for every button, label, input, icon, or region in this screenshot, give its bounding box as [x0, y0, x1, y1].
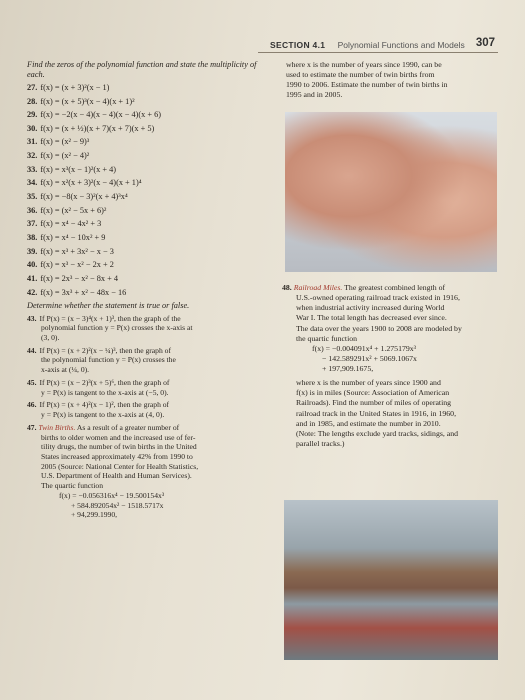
problem-item	[27, 233, 262, 243]
problem-47-cont-line: where x is the number of years since 1990, can be	[286, 60, 442, 69]
problem-47-formula: f(x) = −0.056316x⁴ − 19.500154x³	[59, 490, 165, 500]
problem-number: 34.	[27, 178, 38, 188]
problem-48-line: railroad track in the United States in 1916, in 1960,	[296, 408, 457, 418]
problem-item	[27, 219, 262, 229]
problem-48-line: War I. The total length has decreased ever since.	[296, 313, 447, 323]
problem-48-line: parallel tracks.)	[296, 438, 345, 448]
problem-48-line: Railroads). Find the number of miles of operating	[296, 398, 452, 408]
problem-47-cont-line: 1995 and in 2005.	[286, 90, 343, 100]
tf-line	[27, 400, 262, 410]
problem-48-line: f(x) is in miles (Source: Association of American	[296, 388, 450, 398]
problem-48-formula: + 197,909.1675,	[322, 364, 374, 373]
problem-expression: f(x) = −2(x − 4)(x − 4)(x − 4)(x + 6)	[40, 110, 162, 120]
problem-47-line: As a result of a greater number of	[76, 422, 180, 432]
problem-number: 35.	[27, 192, 38, 202]
problem-expression: f(x) = 2x³ − x² − 8x + 4	[40, 273, 118, 283]
problem-48	[282, 283, 497, 449]
tf-text: If P(x) = (x − 2)³(x + 5)⁶, then the graph of	[39, 377, 170, 387]
problem-expression: f(x) = x⁴ − 10x² + 9	[40, 232, 106, 242]
problem-item	[27, 260, 262, 270]
problem-48-formula: f(x) = −0.004091x⁴ + 1.275179x³	[312, 343, 417, 353]
problem-item	[27, 110, 262, 120]
tf-line	[27, 378, 262, 388]
problem-expression: f(x) = (x² − 5x + 6)²	[40, 205, 107, 215]
problem-47-line: U.S. Department of Health and Human Services).	[41, 471, 192, 481]
problem-47-line: States increased approximately 42% from 1990 to	[41, 451, 193, 461]
problem-48-formula: − 142.589291x² + 5069.1067x	[322, 353, 417, 363]
problem-number: 38.	[27, 232, 38, 242]
zeros-problem-list	[27, 83, 262, 298]
problem-48-number: 48.	[282, 283, 292, 292]
problem-expression: f(x) = (x² − 9)³	[40, 137, 90, 147]
problem-number: 40.	[27, 260, 38, 270]
problem-48-line: U.S.-owned operating railroad track existed in 1916,	[296, 293, 460, 303]
problem-48-line: The greatest combined length of	[344, 283, 446, 292]
problem-expression: f(x) = x³(x − 1)²(x + 4)	[40, 164, 117, 174]
tf-line: y = P(x) is tangent to the x-axis at (−5, 0).	[41, 387, 169, 397]
problem-expression: f(x) = (x + 5)³(x − 4)(x + 1)²	[40, 96, 135, 106]
tf-text: If P(x) = (x − 3)⁴(x + 1)³, then the graph of the	[39, 313, 181, 323]
running-head	[270, 37, 495, 50]
problem-item	[27, 124, 262, 134]
twin-babies-photo	[285, 112, 497, 272]
problem-expression: f(x) = (x² − 4)²	[40, 151, 90, 161]
problem-47-cont-line: 1990 to 2006. Estimate the number of twin births in	[286, 80, 448, 90]
problem-number: 39.	[27, 246, 38, 256]
problem-item	[27, 192, 262, 202]
problem-47-formula: + 94,299.1990,	[71, 510, 118, 520]
problem-48-title: Railroad Miles.	[293, 283, 343, 292]
problem-number: 31.	[27, 137, 38, 147]
problem-expression: f(x) = 3x³ + x² − 48x − 16	[40, 287, 127, 297]
tf-number: 46.	[27, 400, 37, 410]
problem-47-cont-line: used to estimate the number of twin births from	[286, 70, 435, 80]
problem-number: 33.	[27, 164, 38, 174]
problem-expression: f(x) = −8(x − 3)²(x + 4)³x⁴	[40, 192, 128, 202]
problem-47-formula: + 584.892054x² − 1518.5717x	[71, 500, 164, 510]
problem-item	[27, 274, 262, 284]
page-number: 307	[475, 37, 495, 49]
problem-48-line: (Note: The lengths exclude yard tracks, sidings, and	[296, 428, 459, 438]
railroad-yard-photo	[284, 500, 498, 660]
problem-expression: f(x) = (x + ½)(x + 7)(x + 7)(x + 5)	[40, 123, 155, 133]
problem-expression: f(x) = x⁴ − 4x² + 3	[40, 219, 102, 229]
section-title: Polynomial Functions and Models	[337, 40, 465, 50]
tf-line: y = P(x) is tangent to the x-axis at (4, 0).	[41, 410, 165, 420]
tf-line	[27, 346, 262, 356]
problem-48-line: The data over the years 1900 to 2008 are modeled by	[296, 323, 462, 333]
problem-47-line: The quartic function	[41, 481, 103, 491]
tf-line: polynomial function y = P(x) crosses the x-axis at	[41, 323, 193, 333]
problem-number: 41.	[27, 273, 38, 283]
problem-expression: f(x) = x³ + 3x² − x − 3	[40, 246, 114, 256]
problem-number: 28.	[27, 96, 38, 106]
problem-number: 30.	[27, 123, 38, 133]
tf-problem-list	[27, 314, 262, 420]
problem-number: 37.	[27, 219, 38, 229]
tf-item	[27, 378, 262, 397]
problem-48-line: the quartic function	[296, 333, 358, 343]
problem-47	[27, 423, 262, 520]
left-column	[27, 60, 262, 520]
problem-number: 36.	[27, 205, 38, 215]
problem-number: 32.	[27, 151, 38, 161]
problem-item	[27, 288, 262, 298]
problem-48-line: where x is the number of years since 1900 and	[296, 378, 441, 388]
problem-47-line: 2005 (Source: National Center for Health Statistics,	[41, 461, 199, 471]
header-rule	[258, 52, 498, 53]
problem-47-continued	[286, 60, 496, 101]
tf-item	[27, 400, 262, 419]
problem-item	[27, 206, 262, 216]
problem-item	[27, 165, 262, 175]
tf-line: (3, 0).	[41, 333, 60, 343]
problem-expression: f(x) = x³ − x² − 2x + 2	[40, 260, 114, 270]
problem-expression: f(x) = (x + 3)²(x − 1)	[40, 82, 110, 92]
tf-line: the polynomial function y = P(x) crosses the	[41, 355, 176, 365]
problem-number: 27.	[27, 82, 38, 92]
problem-48-line: when industrial activity increased during World	[296, 303, 445, 313]
section-label: SECTION 4.1	[270, 40, 326, 50]
tf-text: If P(x) = (x + 4)²(x − 1)², then the graph of	[39, 400, 170, 410]
tf-item	[27, 314, 262, 343]
tf-instruction: Determine whether the statement is true or false.	[27, 301, 190, 311]
tf-item	[27, 346, 262, 375]
problem-expression: f(x) = x²(x + 3)²(x − 4)(x + 1)⁴	[40, 178, 142, 188]
problem-item	[27, 178, 262, 188]
tf-number: 43.	[27, 313, 37, 323]
problem-47-line: births to older women and the increased use of fer-	[41, 432, 196, 442]
problem-item	[27, 247, 262, 257]
problem-48-line: and in 1985, and estimate the number in 2010.	[296, 418, 441, 428]
problem-47-line: tility drugs, the number of twin births in the United	[41, 442, 197, 452]
tf-line: x-axis at (¼, 0).	[41, 365, 90, 375]
problem-item	[27, 151, 262, 161]
problem-number: 42.	[27, 287, 38, 297]
zeros-instruction: Find the zeros of the polynomial function and state the multiplicity of each.	[27, 60, 257, 80]
problem-47-title: Twin Births.	[38, 422, 76, 432]
problem-item	[27, 137, 262, 147]
problem-number: 29.	[27, 110, 38, 120]
tf-line	[27, 314, 262, 324]
problem-item	[27, 83, 262, 93]
problem-47-number: 47.	[27, 422, 37, 432]
problem-item	[27, 97, 262, 107]
tf-number: 45.	[27, 377, 37, 387]
tf-number: 44.	[27, 345, 37, 355]
tf-text: If P(x) = (x + 2)²(x − ¼)³, then the graph of	[39, 345, 171, 355]
